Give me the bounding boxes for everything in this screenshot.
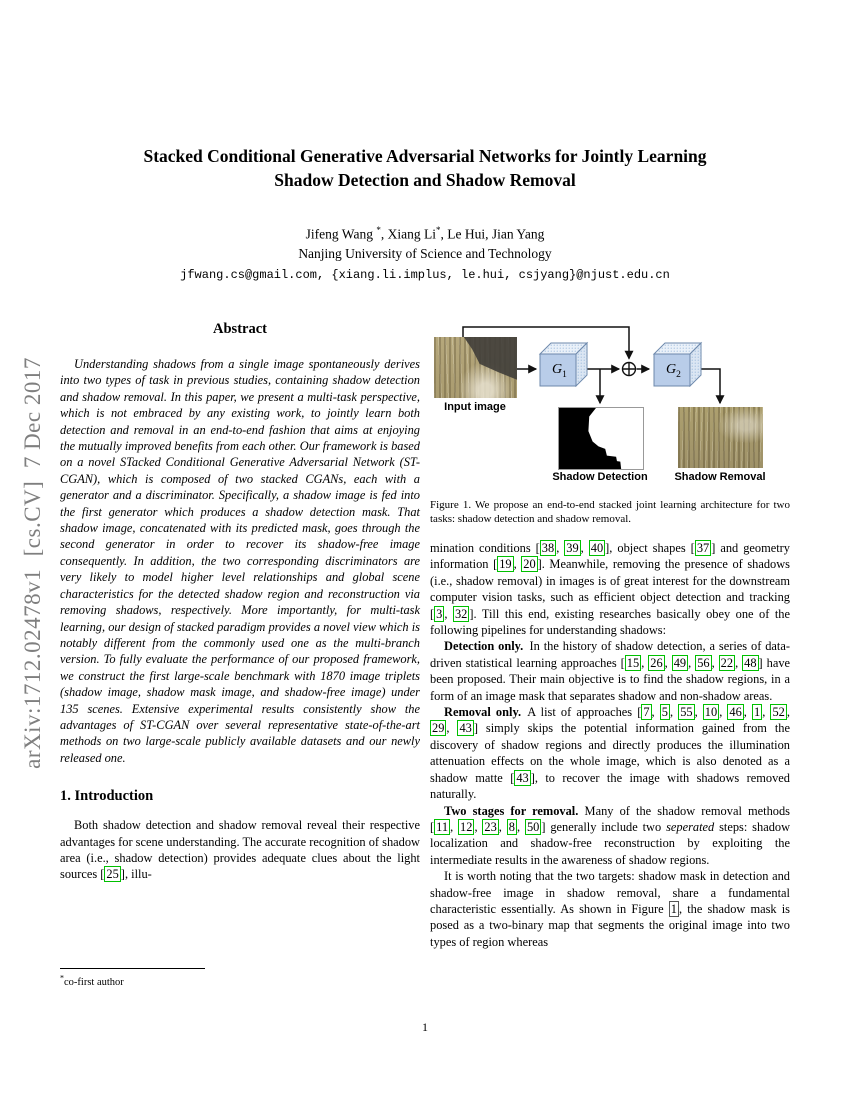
shadow-removal-image bbox=[678, 407, 763, 468]
citation-link[interactable]: 56 bbox=[697, 655, 710, 670]
citation-link[interactable]: 40 bbox=[590, 541, 604, 555]
citation-link[interactable]: 43 bbox=[459, 721, 472, 736]
footnote-rule bbox=[60, 968, 205, 969]
citation-link[interactable]: 19 bbox=[499, 557, 512, 572]
body-paragraph-removal-only: Removal only. A list of approaches [ 7 , 5 , 55 , 10 , 46 , 1 , 52 , 29 , 43 ] simply skips the potential information gained from the discovery of shadow regions and directly produces the illumination attenuation effects on the whole image, which is also denoted as a shadow matte [ 43 ], to recover the image with shadows removed naturally. bbox=[430, 705, 791, 802]
shadow-region bbox=[434, 337, 517, 398]
citation-link[interactable]: 32 bbox=[454, 606, 468, 621]
citation-link[interactable]: 29 bbox=[432, 721, 445, 736]
figure-caption: Figure 1. We propose an end-to-end stacked joint learning architecture for two tasks: shadow detection and shadow removal. bbox=[430, 499, 790, 525]
citation-link[interactable]: 20 bbox=[523, 557, 536, 572]
citation-link[interactable]: 5 bbox=[661, 705, 668, 720]
page-number: 1 bbox=[422, 1020, 428, 1034]
body-paragraph-detection-only: Detection only. In the history of shadow detection, a series of data-driven statistical learning approaches [ 15 , 26 , 49 , 56 , 22 , 48 ] have been proposed. Their main objective is to find the shadow regions, in a form of an image mask that separates shadow and non-shadow areas. bbox=[430, 639, 791, 703]
footnote-text: co-first author bbox=[64, 976, 124, 988]
figure1-diagram bbox=[430, 313, 790, 488]
citation-link[interactable]: 49 bbox=[673, 655, 687, 670]
citation-link[interactable]: 26 bbox=[650, 655, 663, 670]
affiliation: Nanjing University of Science and Technology bbox=[298, 245, 552, 261]
author-line: Jifeng Wang *, Xiang Li*, Le Hui, Jian Yang bbox=[305, 225, 545, 242]
citation-link[interactable]: 50 bbox=[526, 819, 540, 834]
citation-link[interactable]: 1 bbox=[754, 705, 761, 720]
citation-link[interactable]: 11 bbox=[436, 819, 449, 834]
citation-link[interactable]: 52 bbox=[772, 705, 785, 720]
citation-link[interactable]: 7 bbox=[643, 705, 650, 720]
input-image bbox=[434, 337, 517, 398]
citation-link[interactable]: 37 bbox=[696, 541, 710, 555]
citation-link[interactable]: 23 bbox=[484, 819, 497, 834]
abstract-text: Understanding shadows from a single image spontaneously derives into two types of task in previous studies, containing shadow detection and shadow removal. In this paper, we present a multi-task perspective, which is not embraced by any existing work, to jointly learn both detection and removal in an end-to-end fashion that aims at enjoying the mutually improved benefits from each other. Our framework is based on a novel STacked Conditional Generative Adversarial Network (ST-CGAN), which is composed of two stacked CGANs, each with a generator and a discriminator. Specifically, a shadow image is fed into the first generator which produces a shadow detection mask. That shadow image, concatenated with its predicted mask, goes through the second generator in order to recover its shadow-free image consequently. In addition, the two corresponding discriminators are very likely to model higher level relationships and global scene characteristics for the detected shadow region and reconstruction via removing shadows, respectively. More importantly, for multi-task learning, our design of stacked paradigm provides a novel view which is notably different from the commonly used one as the multi-branch version. To fully evaluate the performance of our proposed framework, we construct the first large-scale benchmark with 1870 image triplets (shadow image, shadow mask image, and shadow-free image) under 135 scenes. Extensive experimental results consistently show the advantages of ST-CGAN over several representative state-of-the-art methods on two large-scale publicly available datasets and our newly released one. bbox=[60, 357, 420, 765]
citation-link[interactable]: 3 bbox=[436, 606, 443, 621]
generator1-label: $G_1$ bbox=[552, 362, 567, 380]
abstract-heading: Abstract bbox=[213, 321, 267, 337]
citation-link[interactable]: 12 bbox=[460, 819, 473, 834]
intro-paragraph: Both shadow detection and shadow removal reveal their respective advantages for scene understanding. The accurate recognition of shadow area (i.e., shadow detection) provides adequate clues about the light sources [ 25 ], illu- bbox=[60, 818, 420, 882]
left-column bbox=[60, 313, 420, 883]
generator2-label: $G_2$ bbox=[666, 362, 681, 380]
citation-link[interactable]: 10 bbox=[704, 705, 718, 720]
citation-link[interactable]: 55 bbox=[680, 705, 693, 720]
citation-link[interactable]: 43 bbox=[516, 770, 529, 785]
paper-title-line2: Shadow Detection and Shadow Removal bbox=[274, 170, 576, 190]
body-paragraph: mination conditions [ 38 , 39 , 40 ], object shapes [ 37 ] and geometry information [ 19 , 20 ]. Meanwhile, removing the presence of shadows (i.e., shadow removal) in images is of great interest for the downstream computer vision tasks, such as efficient object detection and tracking [ 3 , 32 ]. Till this end, existing researches basically obey one of the following pipelines for understanding shadows: bbox=[430, 541, 791, 638]
citation-link[interactable]: 48 bbox=[744, 655, 757, 670]
shadow-mask-shape bbox=[559, 408, 643, 469]
shadow-detection-image bbox=[558, 407, 644, 470]
arxiv-stamp: arXiv:1712.02478v1 [cs.CV] 7 Dec 2017 bbox=[20, 357, 45, 769]
section-heading-introduction: 1. Introduction bbox=[60, 788, 154, 805]
citation-link[interactable]: 46 bbox=[729, 705, 742, 720]
email-line: jfwang.cs@gmail.com, {xiang.li.implus, le.hui, csjyang}@njust.edu.cn bbox=[180, 267, 670, 282]
citation-link[interactable]: 39 bbox=[566, 541, 579, 555]
shadow-removal-label: Shadow Removal bbox=[674, 471, 766, 483]
figure-ref-link[interactable]: 1 bbox=[670, 901, 677, 916]
footnote bbox=[60, 968, 420, 988]
input-image-label: Input image bbox=[444, 401, 506, 413]
citation-link[interactable]: 8 bbox=[508, 819, 515, 834]
body-paragraph-worth-noting: It is worth noting that the two targets: shadow mask in detection and shadow-free image in shadow removal, share a fundamental characteristic essentially. As shown in Figure 1 , the shadow mask is posed as a two-binary map that segments the original image into two types of region whereas bbox=[430, 869, 790, 949]
citation-link[interactable]: 25 bbox=[106, 867, 119, 882]
footnote-symbol: * bbox=[60, 973, 64, 982]
citation-link[interactable]: 22 bbox=[720, 655, 734, 670]
right-column bbox=[430, 313, 790, 950]
shadow-detection-label: Shadow Detection bbox=[552, 471, 648, 483]
citation-link[interactable]: 15 bbox=[626, 655, 640, 670]
header bbox=[0, 144, 850, 282]
body-paragraph-two-stages: Two stages for removal. Many of the shadow removal methods [ 11 , 12 , 23 , 8 , 50 ] generally include two seperated steps: shadow localization and shadow-free reconstruction by exploiting the intermediate results in the awareness of shadow regions. bbox=[430, 803, 791, 867]
paper-title-line1: Stacked Conditional Generative Adversarial Networks for Jointly Learning bbox=[143, 146, 707, 166]
citation-link[interactable]: 38 bbox=[541, 541, 555, 555]
concat-icon bbox=[623, 363, 636, 376]
